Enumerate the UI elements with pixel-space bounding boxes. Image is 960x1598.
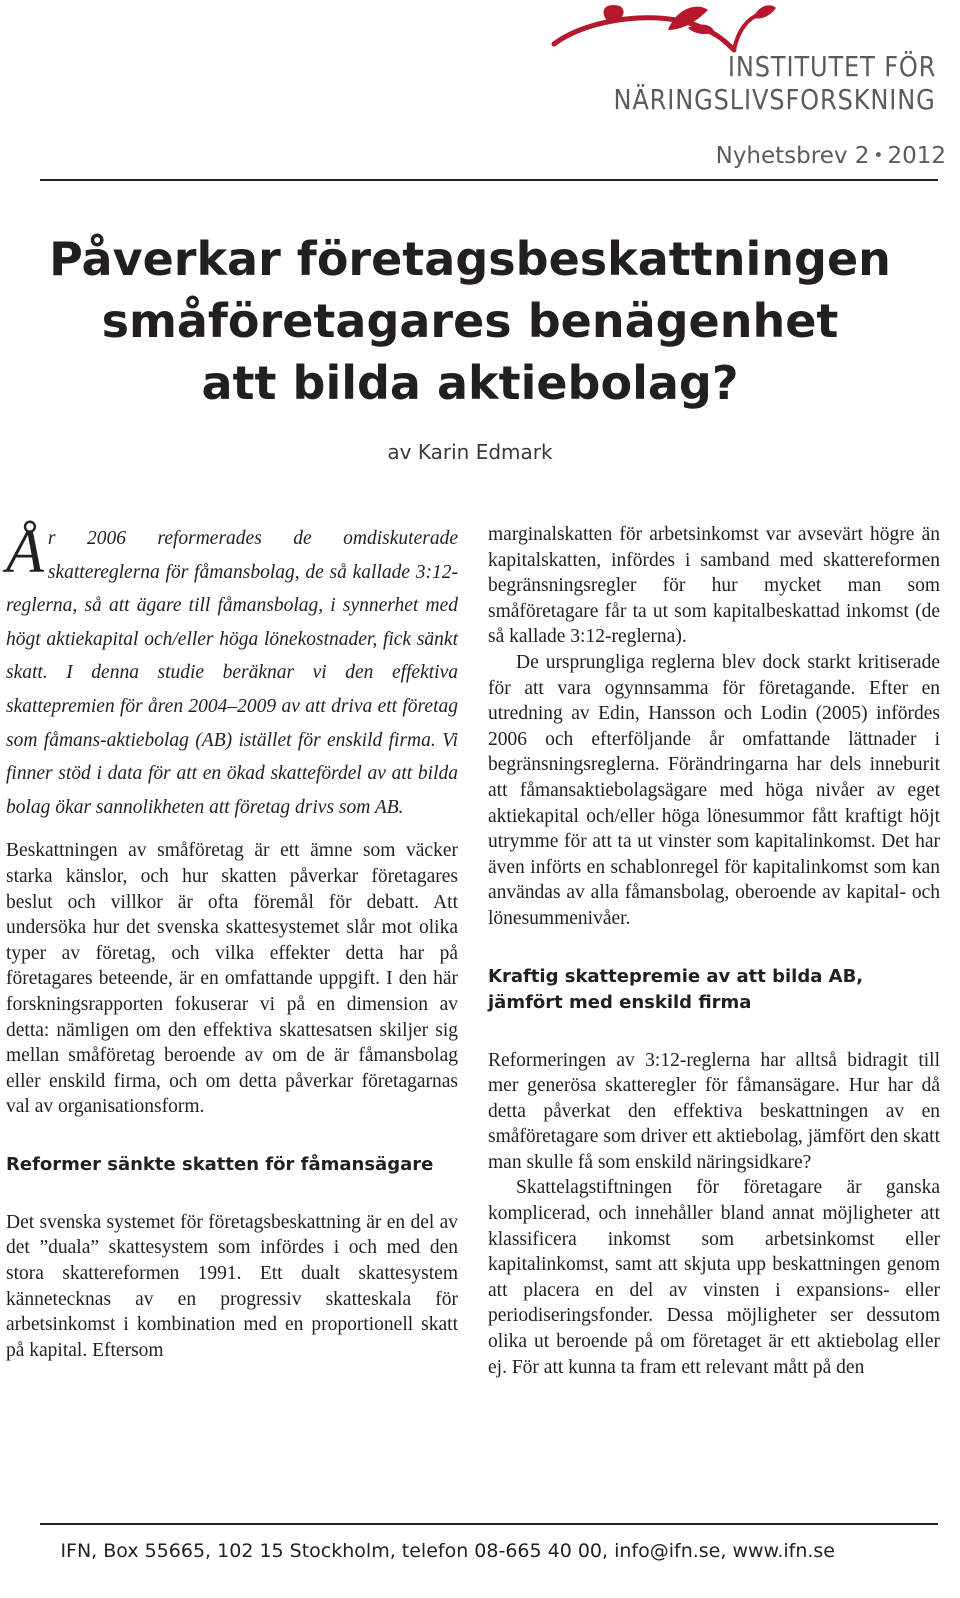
newsletter-issue bbox=[716, 143, 946, 169]
subheading-line-1: Kraftig skattepremie av att bilda AB, bbox=[488, 965, 864, 987]
body-paragraph-1: Beskattningen av småföretag är ett ämne som väcker starka känslor, och hur skatten påverkar företagares beslut och villkor är ofta föremål för debatt. Att undersöka hur det svenska skattesystemet slår mot olika typer av företag, och vilka effekter detta har på företagares beteende, är en omfattande uppgift. I den här forskningsrapporten fokuserar vi på en dimension av detta: nämligen om den effektiva skattesatsen skiljer sig mellan småföretag beroende av om de är fåmansbolag eller enskild firma, och om detta påverkar företagarnas val av organisationsform. bbox=[6, 840, 458, 1118]
right-paragraph-3: Reformeringen av 3:12-reglerna har alltså bidragit till mer generösa skatteregler för fåmansägare. Hur har då detta påverkat den effektiva beskattningen av en småföretagare som driver ett aktiebolag, jämfört den skatt man skulle få som enskild näringsidkare? bbox=[488, 1049, 940, 1173]
footer-contact bbox=[0, 1540, 940, 1562]
right-paragraph-2: De ursprungliga reglerna blev dock starkt kritiserade för att vara ogynnsamma för företagande. Efter en utredning av Edin, Hansson och Lodin (2005) infördes 2006 och efterföljande år omfattande lättnader i begränsningsreglerna. Förändringarna har dels inneburit att fåmansaktiebolagsägare med höga nivåer av eget aktiekapital och/eller höga lönesummor fått kraftigt höjt utrymme för att ta ut vinster som kapitalinkomst. Det har även införts en schablonregel för kapitalinkomst som kan användas av alla fåmansbolag, oberoende av kapital- och lönesummenivåer. bbox=[488, 651, 940, 929]
logo-line-2: NÄRINGSLIVSFORSKNING bbox=[613, 83, 936, 116]
lede-text: r 2006 reformerades de omdiskuterade skattereglerna för fåmansbolag, de så kallade 3:12-reglerna, så att ägare till fåmansbolag, i synnerhet med högt aktiekapital och/eller höga lönekostnader, fick sänkt skatt. I denna studie beräknar vi den effektiva skattepremien för åren 2004–2009 av att driva ett företag som fåmans-aktiebolag (AB) istället för enskild firma. Vi finner stöd i data för att en ökad skattefördel av att bilda bolag ökar sannolikheten att företag drivs som AB. bbox=[6, 528, 458, 818]
subheading-line-2: jämfört med enskild firma bbox=[488, 991, 752, 1013]
header-divider bbox=[40, 179, 938, 181]
body-paragraph-2: Det svenska systemet för företagsbeskattning är en del av det ”duala” skattesystem som infördes i och med den stora skattereformen 1991. Ett dualt skattesystem kännetecknas av en progressiv skatteskala för arbetsinkomst i kombination med en proportionell skatt på kapital. Eftersom bbox=[6, 1211, 458, 1361]
title-line-3: att bilda aktiebolag? bbox=[201, 356, 739, 410]
right-column bbox=[488, 522, 940, 1380]
title-line-1: Påverkar företagsbeskattningen bbox=[49, 232, 891, 286]
footer-text: IFN, Box 55665, 102 15 Stockholm, telefon 08-665 40 00, info@ifn.se, www.ifn.se bbox=[60, 1540, 835, 1562]
title-line-2: småföretagares benägenhet bbox=[101, 294, 839, 348]
logo-line-1: INSTITUTET FÖR bbox=[727, 50, 936, 83]
bullet-separator: • bbox=[873, 146, 884, 166]
left-column bbox=[6, 518, 458, 1363]
byline: av Karin Edmark bbox=[387, 440, 553, 464]
right-paragraph-1: marginalskatten för arbetsinkomst var avsevärt högre än kapitalskatten, infördes i samband med skattereformen begränsningsregler för hur mycket man som småföretagare får ta ut som kapitalbeskattad inkomst (de så kallade 3:12-reglerna). bbox=[488, 524, 940, 648]
newsletter-label: Nyhetsbrev 2 bbox=[715, 143, 870, 169]
footer-divider bbox=[40, 1523, 938, 1525]
subheading-tax-premium bbox=[488, 964, 940, 1016]
page-title bbox=[0, 228, 940, 414]
subheading-reforms: Reformer sänkte skatten för fåmansägare bbox=[6, 1153, 434, 1175]
right-paragraph-4: Skattelagstiftningen för företagare är ganska komplicerad, och innehåller bland annat möjligheter att klassificera inkomst som arbetsinkomst eller kapitalinkomst, samt att skjuta upp beskattningen genom att placera en del av vinsten i expansions- eller periodiseringsfonder. Dessa möjligheter ser dessutom olika ut beroende på om företaget är ett aktiebolag eller ej. För att kunna ta fram ett relevant mått på den bbox=[488, 1177, 940, 1378]
ifn-logo bbox=[548, 0, 948, 120]
lede-paragraph bbox=[6, 518, 458, 824]
drop-cap: Å bbox=[6, 518, 44, 586]
newsletter-year: 2012 bbox=[887, 143, 946, 169]
